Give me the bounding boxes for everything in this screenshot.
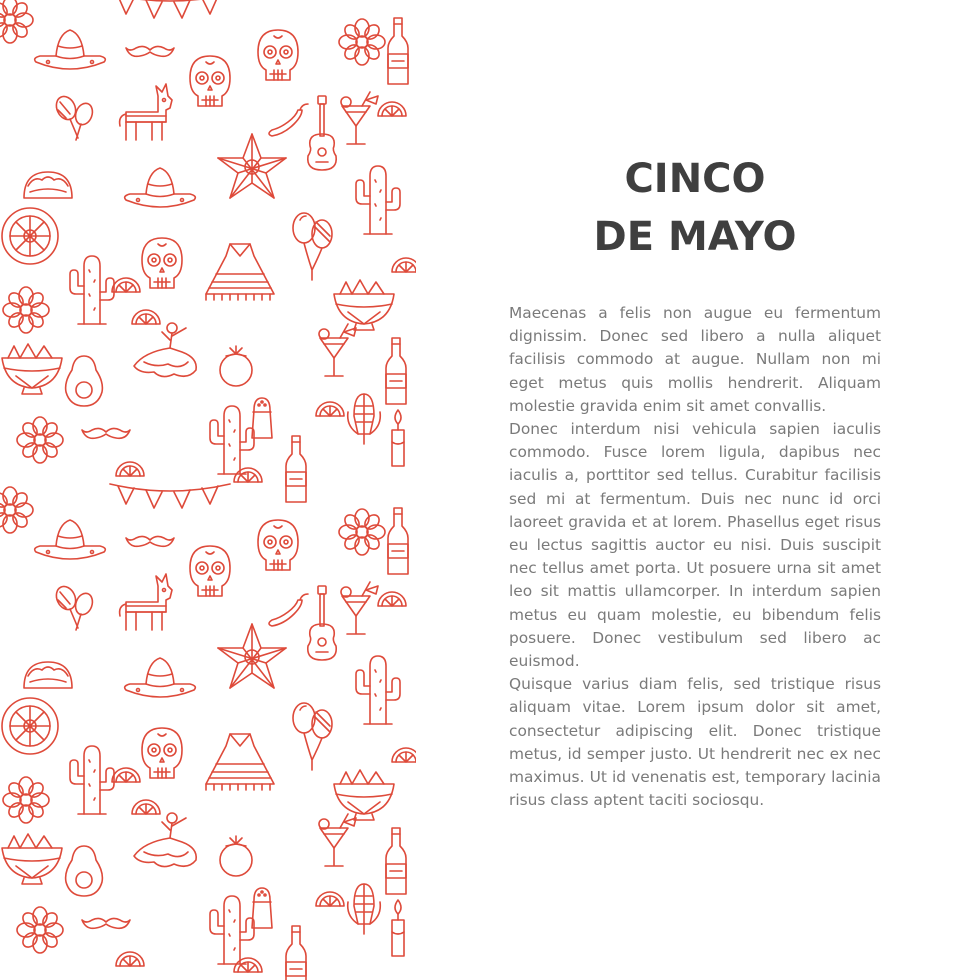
pattern-svg xyxy=(0,0,416,980)
page-title xyxy=(509,150,881,266)
title-line-1: CINCO xyxy=(624,156,766,202)
text-column xyxy=(509,0,881,980)
paragraph-3: Quisque varius diam felis, sed tristique risus aliquam vitae. Lorem ipsum dolor sit amet, consectetur adipiscing elit. Donec tristique metus, id semper justo. Ut hendrerit nec ex nec maximus. Ut id venenatis est, temporary lacinia risus class aptent taciti sociosqu. xyxy=(509,675,881,810)
pattern-tile xyxy=(0,0,416,502)
paragraph-1: Maecenas a felis non augue eu fermentum dignissim. Donec sed libero a nulla aliquet facilisis commodo at augue. Nullam non mi eget metus quis mollis hendrerit. Aliquam molestie gravida enim sit amet convallis. xyxy=(509,304,881,415)
paragraph-2: Donec interdum nisi vehicula sapien iaculis commodo. Fusce lorem ligula, dapibus nec iaculis a, porttitor sed tellus. Curabitur facilisis sed mi at fermentum. Duis nec nunc id orci laoreet gravida et at lorem. Phasellus eget risus eu lectus sagittis auctor eu nisi. Duis suscipit nec tellus amet porta. Ut posuere urna sit amet leo sit mattis ullamcorper. In interdum sapien metus eu quam molestie, eu bibendum felis posuere. Donec vestibulum sed libero ac euismod. xyxy=(509,420,881,671)
decorative-pattern-panel xyxy=(0,0,416,980)
body-text xyxy=(509,302,881,812)
title-line-2: DE MAYO xyxy=(593,214,797,260)
pattern-tile xyxy=(0,484,416,980)
